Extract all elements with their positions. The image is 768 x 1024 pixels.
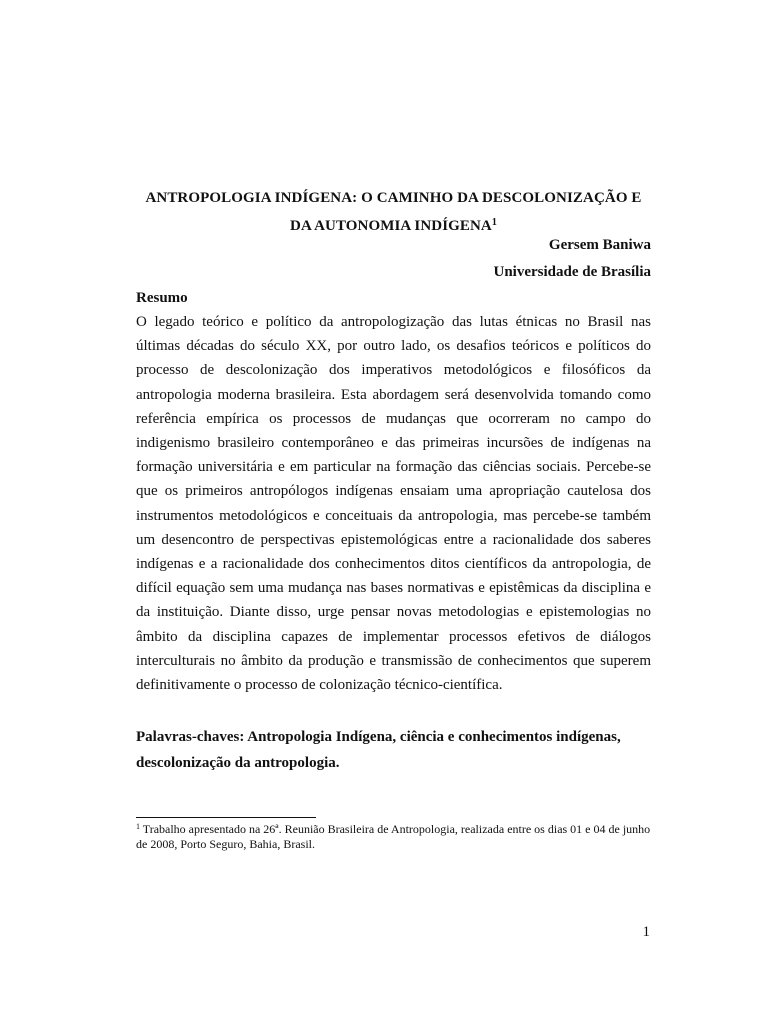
footnote-marker: 1 [136,822,140,831]
footnote-text: Trabalho apresentado na 26ª. Reunião Brasileira de Antropologia, realizada entre os dias 01 e 04 de junho de 2008, Porto Seguro, Bahia, Brasil. [136,822,651,851]
footnote [136,822,651,852]
abstract-heading: Resumo [136,290,188,306]
title-footnote-marker[interactable]: 1 [491,217,497,228]
abstract-body: O legado teórico e político da antropologização das lutas étnicas no Brasil nas últimas décadas do século XX, por outro lado, os desafios teóricos e políticos do processo de descolonização dos imperativos metodológicos e filosóficos da antropologia moderna brasileira. Esta abordagem será desenvolvida tomando como referência empírica os processos de mudanças que ocorreram no campo do indigenismo brasileiro contemporâneo e das primeiras incursões de indígenas na formação universitária e em particular na formação das ciências sociais. Percebe-se que os primeiros antropólogos indígenas ensaiam uma apropriação cautelosa dos instrumentos metodológicos e conceituais da antropologia, mas percebe-se também um desencontro de perspectivas epistemológicas entre a racionalidade dos saberes indígenas e a racionalidade dos conhecimentos ditos científicos da antropologia, de difícil equação sem uma mudança nas bases normativas e epistêmicas da disciplina e da instituição. Diante disso, urge pensar novas metodologias e epistemologias no âmbito da disciplina capazes de implementar processos efetivos de diálogos interculturais no âmbito da produção e transmissão de conhecimentos que superem definitivamente o processo de colonização técnico-científica. [136,314,651,694]
document-title [136,184,651,240]
keywords: Palavras-chaves: Antropologia Indígena, ciência e conhecimentos indígenas, descolonização da antropologia. [136,729,621,771]
author-name: Gersem Baniwa [548,237,651,253]
author-affiliation: Universidade de Brasília [493,264,651,280]
title-text: ANTROPOLOGIA INDÍGENA: O CAMINHO DA DESCOLONIZAÇÃO E DA AUTONOMIA INDÍGENA [145,190,642,234]
page-number: 1 [642,924,650,940]
footnote-separator [136,817,316,818]
